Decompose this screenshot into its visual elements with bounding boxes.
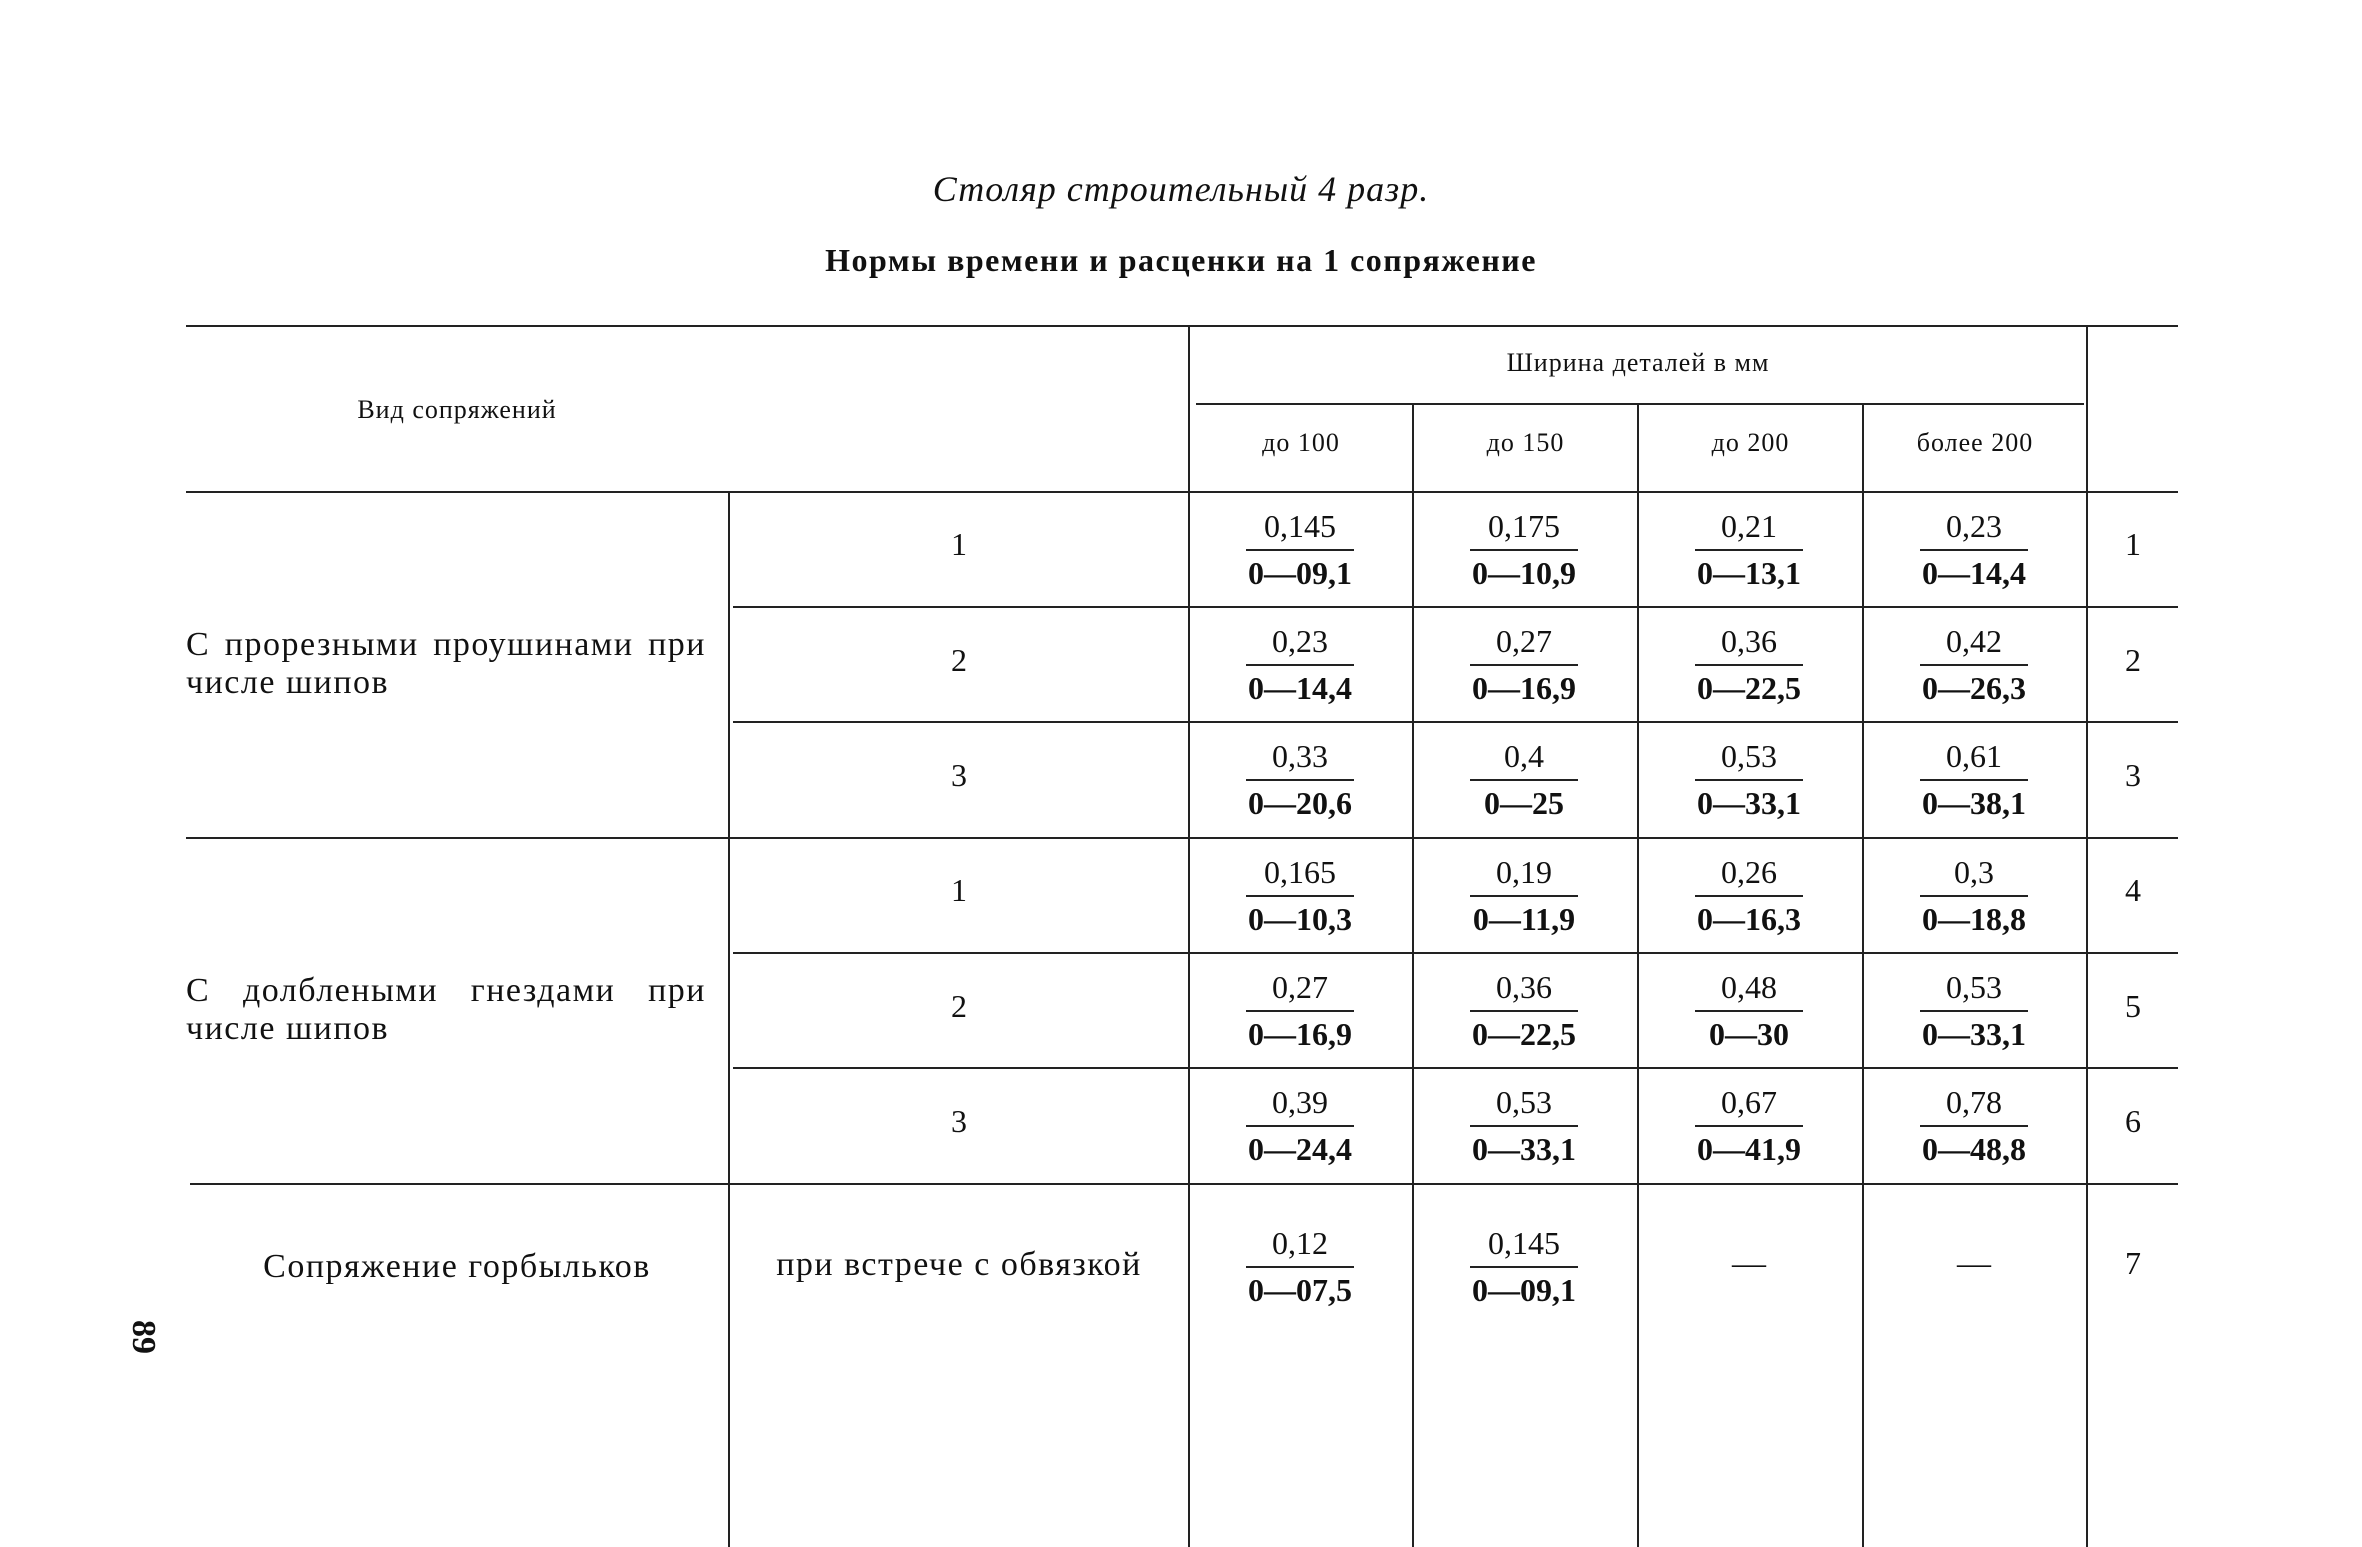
norm-cell: $\frac{0,36}{0—22,5}$ [1697, 623, 1801, 706]
norm-cell: $\frac{0,53}{0—33,1}$ [1922, 969, 2026, 1052]
row-label: Сопряжение горбыльков [263, 1248, 651, 1285]
norm-cell: $\frac{0,175}{0—10,9}$ [1472, 508, 1576, 591]
header-width-label: Ширина деталей в мм [1506, 348, 1770, 377]
norm-cell: $\frac{0,53}{0—33,1}$ [1472, 1084, 1576, 1167]
header-col: более 200 [1916, 428, 2034, 457]
tenon-count: 3 [951, 757, 967, 793]
header-inner-rule [1196, 403, 2084, 405]
norm-cell: $\frac{0,145}{0—09,1}$ [1472, 1225, 1576, 1308]
row-index: 4 [2125, 872, 2141, 908]
tenon-count: 2 [951, 642, 967, 678]
norm-cell: $\frac{0,48}{0—30}$ [1639, 969, 1859, 1053]
col-rule [2086, 327, 2088, 1547]
row-rule [733, 1067, 2178, 1069]
header-type-label: Вид сопряжений [357, 395, 557, 424]
norm-cell: $\frac{0,23}{0—14,4}$ [1248, 623, 1352, 706]
row-index: 3 [2125, 757, 2141, 793]
group-label: С долблеными гнездами при числе шипов [186, 972, 706, 1047]
empty-cell-dash: — [1957, 1245, 1991, 1282]
norm-cell: $\frac{0,33}{0—20,6}$ [1248, 738, 1352, 821]
norm-cell: $\frac{0,53}{0—33,1}$ [1697, 738, 1801, 821]
header-col: до 200 [1711, 428, 1790, 457]
row-rule [733, 721, 2178, 723]
norm-cell: $\frac{0,3}{0—18,8}$ [1922, 854, 2026, 937]
norm-cell: $\frac{0,26}{0—16,3}$ [1697, 854, 1801, 937]
table-top-rule [186, 325, 2178, 327]
norm-cell: $\frac{0,165}{0—10,3}$ [1248, 854, 1352, 937]
norm-cell: $\frac{0,19}{0—11,9}$ [1414, 854, 1634, 938]
row-rule [733, 606, 2178, 608]
row-index: 6 [2125, 1103, 2141, 1139]
group-rule [190, 1183, 2178, 1185]
row-sublabel: при встрече с обвязкой [776, 1246, 1142, 1283]
tenon-count: 1 [951, 872, 967, 908]
header-col: до 150 [1486, 428, 1565, 457]
norm-cell: $\frac{0,67}{0—41,9}$ [1697, 1084, 1801, 1167]
norm-cell: $\frac{0,39}{0—24,4}$ [1248, 1084, 1352, 1167]
row-index: 2 [2125, 642, 2141, 678]
norm-cell: $\frac{0,12}{0—07,5}$ [1248, 1225, 1352, 1308]
tenon-count: 2 [951, 988, 967, 1024]
row-rule [733, 952, 2178, 954]
header-bottom-rule [186, 491, 2178, 493]
norm-cell: $\frac{0,36}{0—22,5}$ [1472, 969, 1576, 1052]
norm-cell: $\frac{0,42}{0—26,3}$ [1922, 623, 2026, 706]
norm-cell: $\frac{0,23}{0—14,4}$ [1922, 508, 2026, 591]
row-index: 5 [2125, 988, 2141, 1024]
norm-cell: $\frac{0,27}{0—16,9}$ [1248, 969, 1352, 1052]
row-index: 1 [2125, 526, 2141, 562]
norm-cell: $\frac{0,27}{0—16,9}$ [1472, 623, 1576, 706]
group-label: С прорезными проушинами при числе шипов [186, 626, 706, 701]
empty-cell-dash: — [1732, 1245, 1766, 1282]
tenon-count: 1 [951, 526, 967, 562]
group-rule [186, 837, 2178, 839]
norm-cell: $\frac{0,145}{0—09,1}$ [1248, 508, 1352, 591]
tenon-count: 3 [951, 1103, 967, 1139]
norm-cell: $\frac{0,61}{0—38,1}$ [1922, 738, 2026, 821]
subtitle: Столяр строительный 4 разр. [932, 169, 1430, 209]
norm-cell: $\frac{0,21}{0—13,1}$ [1697, 508, 1801, 591]
header-col: до 100 [1262, 428, 1340, 457]
page-title: Нормы времени и расценки на 1 сопряжение [825, 242, 1537, 278]
norm-cell: $\frac{0,4}{0—25}$ [1414, 738, 1634, 822]
row-index: 7 [2125, 1245, 2141, 1281]
norm-cell: $\frac{0,78}{0—48,8}$ [1922, 1084, 2026, 1167]
page-number: 89 [125, 1320, 162, 1354]
